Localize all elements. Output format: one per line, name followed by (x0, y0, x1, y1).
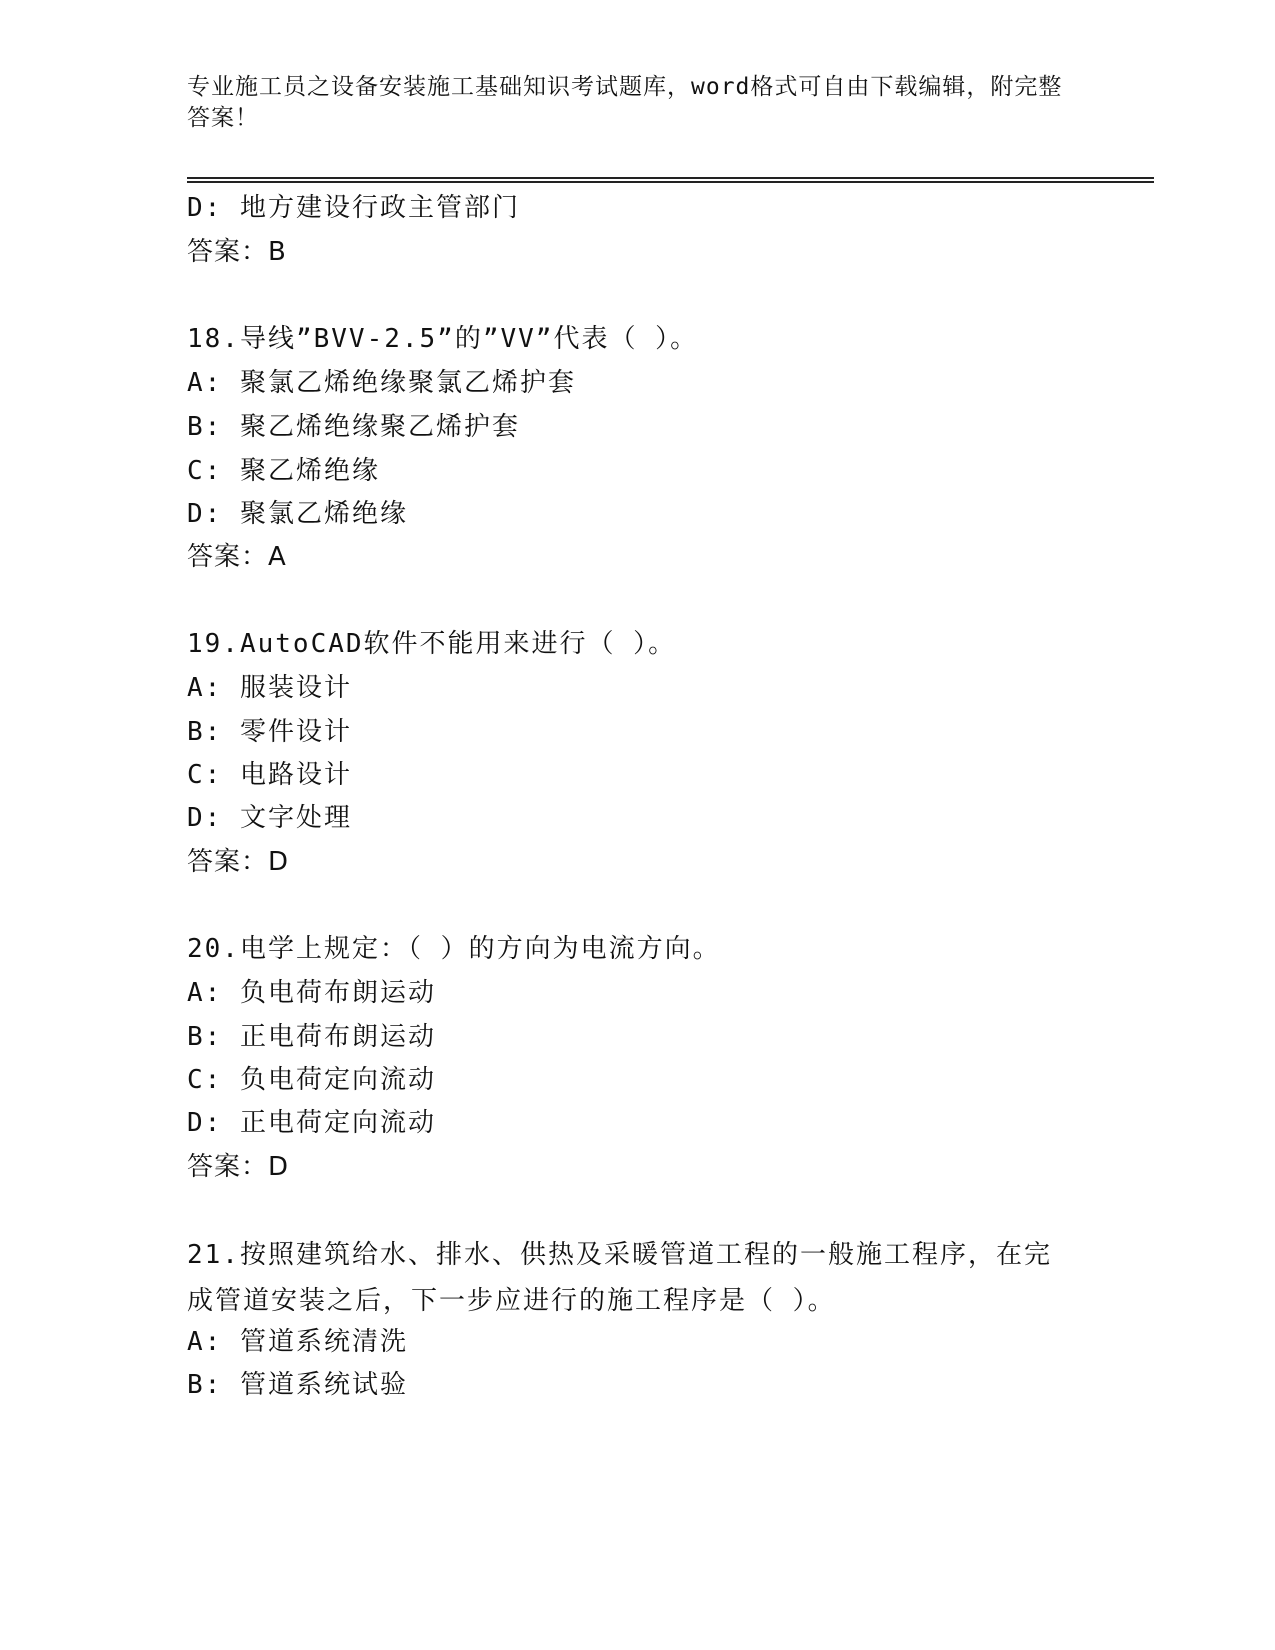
q18-option-b: B: 聚乙烯绝缘聚乙烯护套 (187, 412, 520, 442)
q18-answer: 答案：A (187, 542, 287, 572)
q21-option-b: B: 管道系统试验 (187, 1370, 408, 1400)
q20-option-a: A: 负电荷布朗运动 (187, 978, 436, 1008)
header-rule-bottom (187, 181, 1154, 183)
q18-question: 18.导线”BVV-2.5”的”VV”代表（ ）。 (187, 324, 699, 354)
q21-option-a: A: 管道系统清洗 (187, 1327, 408, 1357)
q19-question: 19.AutoCAD软件不能用来进行（ ）。 (187, 629, 677, 659)
q18-option-a: A: 聚氯乙烯绝缘聚氯乙烯护套 (187, 368, 576, 398)
page-header: 专业施工员之设备安装施工基础知识考试题库，word格式可自由下载编辑，附完整答案！ (187, 74, 1063, 131)
q20-option-d: D: 正电荷定向流动 (187, 1108, 436, 1138)
q19-option-a: A: 服装设计 (187, 673, 352, 703)
q17-answer: 答案：B (187, 237, 287, 267)
q20-answer: 答案：D (187, 1152, 290, 1182)
q20-option-b: B: 正电荷布朗运动 (187, 1022, 436, 1052)
q19-option-b: B: 零件设计 (187, 717, 352, 747)
header-rule-top (187, 177, 1154, 179)
q20-question: 20.电学上规定：（ ）的方向为电流方向。 (187, 934, 721, 964)
q21-question: 21.按照建筑给水、排水、供热及采暖管道工程的一般施工程序，在完成管道安装之后，下一步应进行的施工程序是（ ）。 (187, 1240, 1052, 1316)
q18-option-d: D: 聚氯乙烯绝缘 (187, 499, 408, 529)
q17-option-d: D: 地方建设行政主管部门 (187, 193, 520, 223)
q20-option-c: C: 负电荷定向流动 (187, 1065, 436, 1095)
q19-option-d: D: 文字处理 (187, 803, 352, 833)
q18-option-c: C: 聚乙烯绝缘 (187, 456, 380, 486)
q19-answer: 答案：D (187, 847, 290, 877)
q19-option-c: C: 电路设计 (187, 760, 352, 790)
